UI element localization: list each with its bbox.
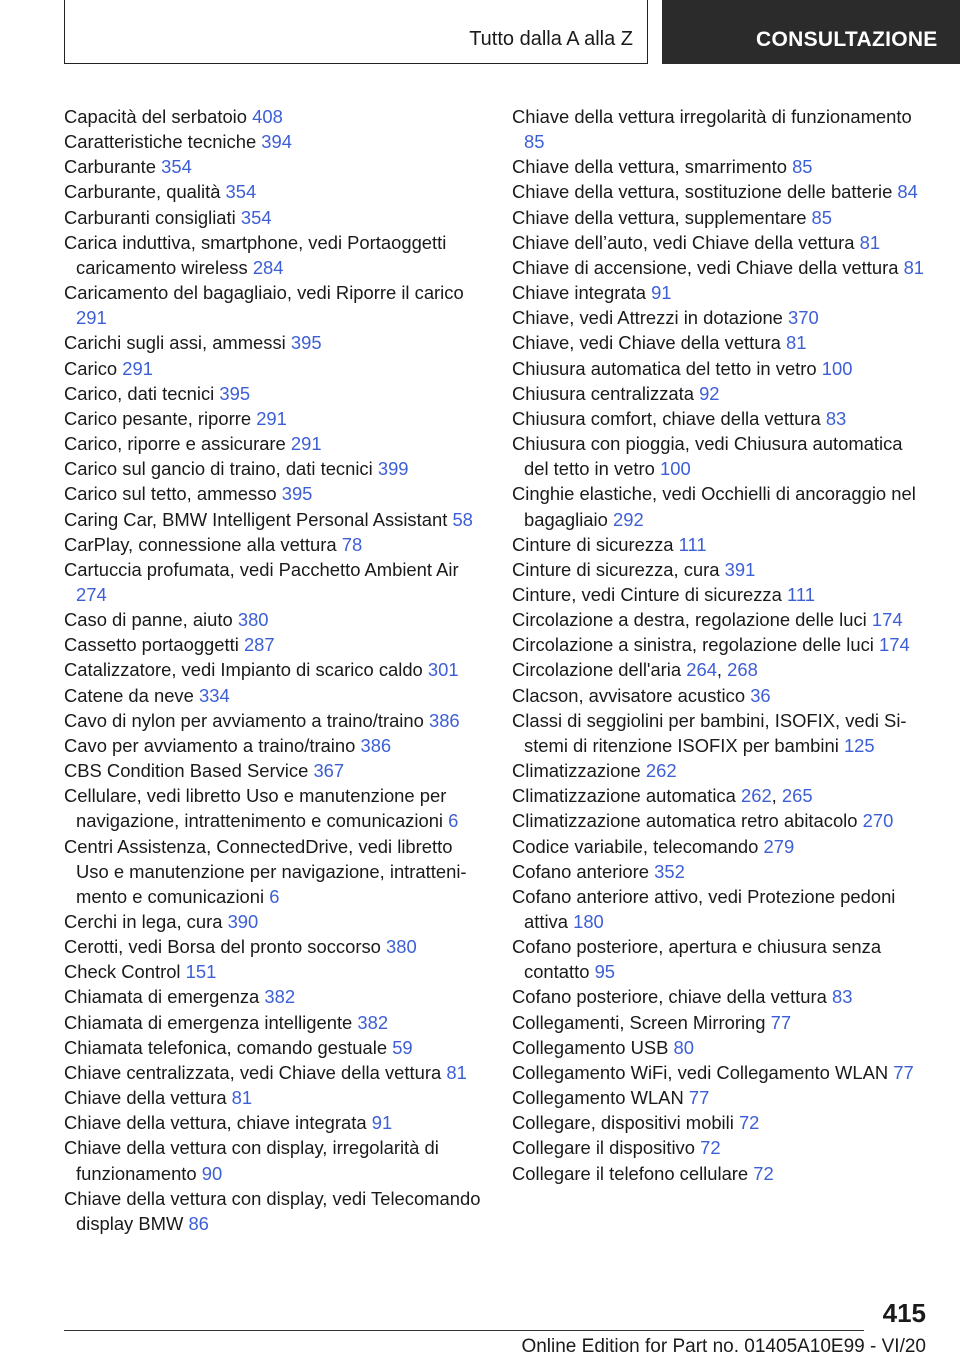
page-reference-link[interactable]: 274 (76, 583, 107, 605)
page-reference-link[interactable]: 354 (161, 156, 192, 178)
index-entry-text: Chiamata di emergenza (64, 986, 260, 1008)
index-entry (64, 507, 484, 532)
index-entry-text: Chiave, vedi Attrezzi in dotazione (512, 307, 783, 329)
index-entry (64, 1060, 484, 1085)
page-reference-link[interactable]: 78 (341, 533, 363, 555)
index-entry (64, 733, 484, 758)
index-entry (512, 305, 932, 330)
index-entry (64, 456, 484, 481)
index-entry (512, 859, 932, 884)
index-entry-text: Caso di panne, aiuto (64, 609, 233, 631)
index-entry-text: Chiave della vettura con display, irregolarità di funzionamento (64, 1137, 439, 1184)
index-entry (64, 356, 484, 381)
index-entry-text: Collegamento USB (512, 1036, 669, 1058)
index-entry-text: Cartuccia profumata, vedi Pacchetto Ambient Air (64, 558, 459, 580)
index-entry-text: Climatizzazione automatica (512, 785, 736, 807)
index-entry (512, 481, 932, 531)
index-entry (512, 1085, 932, 1110)
page-reference-link[interactable]: 91 (371, 1112, 393, 1134)
index-entry (64, 934, 484, 959)
index-entry (512, 104, 932, 154)
index-entry (512, 330, 932, 355)
page-reference-link[interactable]: 380 (237, 609, 269, 631)
index-entry (512, 154, 932, 179)
index-entry (512, 607, 932, 632)
index-entry (64, 481, 484, 506)
index-entry (64, 783, 484, 833)
index-entry-text: Chiave della vettura irregolarità di funzionamento (512, 106, 912, 127)
page-reference-link[interactable]: 395 (290, 332, 322, 354)
page-reference-link[interactable]: 395 (219, 382, 251, 404)
page-reference-link[interactable]: 81 (785, 332, 807, 354)
index-entry-text: Circolazione a sinistra, regolazione delle luci (512, 634, 874, 656)
page-reference-link[interactable]: 36 (750, 684, 771, 706)
index-entry-text: Cinture, vedi Cinture di sicurezza (512, 583, 782, 605)
page-reference-link[interactable]: 100 (659, 458, 691, 480)
index-entry-text: Circolazione a destra, regolazione delle luci (512, 609, 867, 631)
section-title: Tutto dalla A alla Z (469, 28, 633, 50)
index-entry (512, 1135, 932, 1160)
page-reference-link[interactable]: 85 (524, 131, 545, 153)
page-reference-link[interactable]: 91 (651, 282, 672, 304)
index-entry-text: Cassetto portaoggetti (64, 634, 239, 656)
page-reference-link[interactable]: 291 (76, 307, 107, 329)
index-entry-text: Chiamata di emergenza intelligente (64, 1011, 353, 1033)
footer-divider (64, 1330, 864, 1331)
page-reference-link[interactable]: 334 (198, 684, 230, 706)
index-entry-text: Catene da neve (64, 684, 194, 706)
page-reference-link[interactable]: 354 (225, 181, 257, 203)
index-entry (64, 632, 484, 657)
page-reference-link[interactable]: 72 (753, 1162, 774, 1184)
index-entry (512, 683, 932, 708)
footer-edition-text: Online Edition for Part no. 01405A10E99 - VI/20 (521, 1336, 926, 1357)
index-entry (64, 179, 484, 204)
page-reference-link[interactable]: 391 (724, 558, 756, 580)
index-entry-text: Cofano posteriore, apertura e chiusura senza contatto (512, 936, 882, 983)
index-entry-text: Carico (64, 357, 118, 379)
index-entry-text: Chiave, vedi Chiave della vettura (512, 332, 781, 354)
page-reference-link[interactable]: 370 (788, 307, 819, 329)
index-entry-text: Cofano posteriore, chiave della vettura (512, 986, 827, 1008)
index-entry (64, 154, 484, 179)
page-reference-link[interactable]: 354 (240, 206, 272, 228)
index-entry (64, 1035, 484, 1060)
page-reference-link[interactable]: 287 (243, 634, 275, 656)
chapter-title: CONSULTAZIONE (756, 28, 938, 51)
index-entry (512, 1035, 932, 1060)
index-entry (64, 406, 484, 431)
index-entry-text: Chiave della vettura, supplementare (512, 206, 807, 228)
index-entry (512, 205, 932, 230)
page-reference-link[interactable]: 6 (269, 885, 280, 907)
page-reference-link[interactable]: 77 (688, 1087, 710, 1109)
index-entry-text: Collegare il telefono cellulare (512, 1162, 749, 1184)
index-entry (64, 330, 484, 355)
index-entry (64, 984, 484, 1009)
page-reference-link[interactable]: 174 (871, 609, 903, 631)
index-entry-text: Caring Car, BMW Intelligent Personal Assistant (64, 508, 448, 530)
page-reference-link[interactable]: 382 (264, 986, 296, 1008)
index-entry-text: Collegare il dispositivo (512, 1137, 695, 1159)
header-section-box (64, 0, 648, 64)
index-entry-text: Carico sul gancio di traino, dati tecnici (64, 458, 373, 480)
index-entry (512, 1110, 932, 1135)
index-entry-text: Chiave centralizzata, vedi Chiave della vettura (64, 1061, 442, 1083)
page-reference-link[interactable]: 111 (678, 533, 707, 555)
index-entry (64, 205, 484, 230)
index-entry-text: Cerchi in lega, cura (64, 911, 223, 932)
index-entry-text: Cofano anteriore (512, 860, 649, 882)
page-reference-link[interactable]: 151 (185, 961, 217, 983)
header-chapter-box (662, 0, 960, 64)
page-reference-link[interactable]: 284 (252, 256, 284, 278)
index-entry-text: Carburante (64, 156, 157, 178)
index-entry (64, 1186, 484, 1236)
index-entry-text: Cofano anteriore attivo, vedi Protezione pedoni attiva (512, 885, 896, 932)
index-entry-text: Chiave di accensione, vedi Chiave della vettura (512, 256, 899, 278)
page-reference-link[interactable]: 90 (201, 1162, 223, 1184)
index-entry-text: Chiusura automatica del tetto in vetro (512, 357, 817, 379)
index-entry-text: Codice variabile, telecomando (512, 835, 759, 857)
index-entry (64, 532, 484, 557)
index-column-left (64, 104, 484, 1236)
page-reference-link[interactable]: 81 (903, 256, 925, 278)
page-reference-link[interactable]: 81 (446, 1061, 467, 1083)
index-entry-text: Climatizzazione (512, 760, 641, 782)
page-reference-link[interactable]: 265 (781, 785, 813, 807)
index-column-right (512, 104, 932, 1186)
page-reference-link[interactable]: 77 (893, 1061, 914, 1083)
index-entry-text: CBS Condition Based Service (64, 760, 309, 782)
index-entry-text: Caratteristiche tecniche (64, 131, 257, 153)
index-entry (64, 683, 484, 708)
index-entry (64, 431, 484, 456)
index-entry-text: Chiamata telefonica, comando gestuale (64, 1036, 388, 1058)
page-reference-link[interactable]: 83 (825, 407, 847, 429)
index-entry-text: Collegare, dispositivi mobili (512, 1112, 734, 1134)
page-reference-link[interactable]: 77 (770, 1011, 792, 1033)
index-entry-text: Cavo per avviamento a traino/traino (64, 734, 356, 756)
page-reference-link[interactable]: 352 (654, 860, 685, 882)
index-entry-text: Chiave della vettura con display, vedi Telecomando display BMW (64, 1187, 481, 1234)
index-entry (512, 1161, 932, 1186)
page-reference-link[interactable]: 279 (763, 835, 795, 857)
index-entry (64, 129, 484, 154)
index-entry-text: Collegamenti, Screen Mirroring (512, 1011, 766, 1033)
page-reference-link[interactable]: 81 (859, 231, 881, 253)
page-reference-link[interactable]: 399 (377, 458, 409, 480)
page-reference-link[interactable]: 270 (862, 810, 894, 832)
index-entry-text: Carico, dati tecnici (64, 382, 215, 404)
page-reference-link[interactable]: 95 (594, 961, 616, 983)
index-entry-text: Circolazione dell'aria (512, 659, 682, 681)
index-entry (512, 758, 932, 783)
index-entry (512, 934, 932, 984)
index-entry (64, 230, 484, 280)
page-reference-link[interactable]: 72 (738, 1112, 760, 1134)
index-entry-text: Cinture di sicurezza, cura (512, 558, 720, 580)
index-entry (64, 708, 484, 733)
index-entry (512, 708, 932, 758)
index-entry (64, 381, 484, 406)
page-reference-link[interactable]: 390 (227, 911, 259, 932)
index-entry-text: Chiave dell’auto, vedi Chiave della vettura (512, 231, 855, 253)
page-reference-link[interactable]: 59 (392, 1036, 413, 1058)
index-entry (512, 406, 932, 431)
page-reference-link[interactable]: 262 (645, 760, 677, 782)
page-reference-link[interactable]: 85 (792, 156, 813, 178)
index-entry-text: Carico, riporre e assicurare (64, 433, 286, 455)
index-entry-text: Capacità del serbatoio (64, 106, 247, 127)
index-entry-text: Climatizzazione automatica retro abitacolo (512, 810, 858, 832)
index-entry-text: Chiave integrata (512, 282, 646, 304)
page-reference-link[interactable]: 84 (897, 181, 918, 203)
index-entry (64, 557, 484, 607)
page-reference-link[interactable]: 72 (700, 1137, 721, 1159)
index-entry (512, 230, 932, 255)
page-reference-link[interactable]: 264 (686, 659, 717, 681)
index-entry-text: Chiusura centralizzata (512, 382, 694, 404)
index-entry-text: Cinture di sicurezza (512, 533, 674, 555)
index-entry-text: Carburanti consigliati (64, 206, 236, 228)
index-entry-text: Cellulare, vedi libretto Uso e manutenzione per navigazione, intrattenimento e comunicazioni (64, 785, 447, 832)
index-entry (512, 381, 932, 406)
index-entry-text: Chiave della vettura, smarrimento (512, 156, 787, 178)
index-entry-text: Chiave della vettura, sostituzione delle batterie (512, 181, 893, 203)
index-entry-text: Classi di seggiolini per bambini, ISOFIX, vedi Sistemi di ritenzione ISOFIX per bambini (512, 709, 907, 756)
index-entry (512, 179, 932, 204)
index-entry (512, 280, 932, 305)
index-entry (512, 884, 932, 934)
page-reference-link[interactable]: 291 (256, 407, 287, 429)
page-reference-link[interactable]: 85 (811, 206, 833, 228)
page-reference-link[interactable]: 125 (843, 734, 875, 756)
index-entry (64, 1010, 484, 1035)
index-entry-text: Cinghie elastiche, vedi Occhielli di ancoraggio nel bagagliaio (512, 483, 916, 530)
page-reference-link[interactable]: 81 (231, 1087, 253, 1109)
index-entry (64, 104, 484, 129)
index-entry (512, 1010, 932, 1035)
page-reference-link[interactable]: 367 (313, 760, 345, 782)
index-entry (64, 959, 484, 984)
index-entry: Circolazione dell'aria 264, 268 (512, 659, 758, 681)
page-reference-link[interactable]: 92 (699, 382, 720, 404)
page-reference-link[interactable]: 174 (879, 634, 910, 656)
index-entry-text: Check Control (64, 961, 181, 983)
index-entry (64, 834, 484, 909)
index-entry (512, 431, 932, 481)
index-entry-text: Clacson, avvisatore acustico (512, 684, 746, 706)
page-reference-link[interactable]: 386 (360, 734, 392, 756)
page-reference-link[interactable]: 100 (821, 357, 853, 379)
index-entry (512, 834, 932, 859)
index-entry-text: Carichi sugli assi, ammessi (64, 332, 286, 354)
page-reference-link[interactable]: 86 (188, 1212, 209, 1234)
index-entry (64, 758, 484, 783)
index-entry (512, 255, 932, 280)
page-reference-link[interactable]: 301 (427, 659, 459, 681)
index-entry (64, 607, 484, 632)
page-reference-link[interactable]: 262 (740, 785, 772, 807)
index-entry-text: Catalizzatore, vedi Impianto di scarico caldo (64, 659, 423, 681)
page-reference-link[interactable]: 58 (452, 508, 473, 530)
index-entry-text: Carburante, qualità (64, 181, 221, 203)
index-entry-text: Caricamento del bagagliaio, vedi Riporre il carico (64, 282, 464, 304)
index-entry (512, 984, 932, 1009)
page-reference-link[interactable]: 291 (290, 433, 322, 455)
index-entry-text: Chiusura con pioggia, vedi Chiusura automatica del tetto in vetro (512, 433, 903, 480)
page-reference-link[interactable]: 80 (673, 1036, 694, 1058)
page-reference-link[interactable]: 408 (252, 106, 283, 127)
index-entry (512, 356, 932, 381)
index-entry-text: Chiusura comfort, chiave della vettura (512, 407, 821, 429)
page-reference-link[interactable]: 111 (786, 583, 815, 605)
index-entry: Climatizzazione automatica 262, 265 (512, 785, 813, 807)
index-entry (512, 1060, 932, 1085)
index-entry-text: Carico pesante, riporre (64, 407, 252, 429)
index-entry (64, 657, 484, 682)
index-entry (64, 280, 484, 330)
index-entry (512, 808, 932, 833)
index-entry-text: Collegamento WLAN (512, 1087, 684, 1109)
index-entry (64, 909, 484, 934)
index-entry (64, 1110, 484, 1135)
index-entry-text: Cerotti, vedi Borsa del pronto soccorso (64, 936, 381, 958)
index-entry-text: Chiave della vettura (64, 1087, 227, 1109)
page-reference-link[interactable]: 180 (573, 911, 604, 932)
page-reference-link[interactable]: 268 (727, 659, 758, 681)
index-entry (512, 532, 932, 557)
index-entry (512, 632, 932, 657)
page-reference-link[interactable]: 394 (261, 131, 292, 153)
index-entry-text: Centri Assistenza, ConnectedDrive, vedi libretto Uso e manutenzione per navigazione, intrattenimento e comunicazioni (64, 835, 467, 907)
page-number: 415 (882, 1298, 926, 1328)
index-entry (512, 582, 932, 607)
page-reference-link[interactable]: 382 (357, 1011, 389, 1033)
page-reference-link[interactable]: 291 (122, 357, 153, 379)
index-entry-text: Carico sul tetto, ammesso (64, 483, 277, 505)
page-reference-link[interactable]: 292 (612, 508, 644, 530)
index-entry (64, 1135, 484, 1185)
page-reference-link[interactable]: 380 (386, 936, 417, 958)
index-entry (64, 1085, 484, 1110)
page-reference-link[interactable]: 83 (832, 986, 853, 1008)
index-entry-text: Chiave della vettura, chiave integrata (64, 1112, 367, 1134)
index-entry-text: Cavo di nylon per avviamento a traino/traino (64, 709, 424, 731)
index-entry-text: Carica induttiva, smartphone, vedi Portaoggetti caricamento wireless (64, 231, 447, 278)
index-entry (512, 557, 932, 582)
page-reference-link[interactable]: 395 (281, 483, 313, 505)
page-reference-link[interactable]: 386 (428, 709, 460, 731)
index-entry-text: CarPlay, connessione alla vettura (64, 533, 337, 555)
index-entry-text: Collegamento WiFi, vedi Collegamento WLAN (512, 1061, 889, 1083)
page-reference-link[interactable]: 6 (448, 810, 459, 832)
